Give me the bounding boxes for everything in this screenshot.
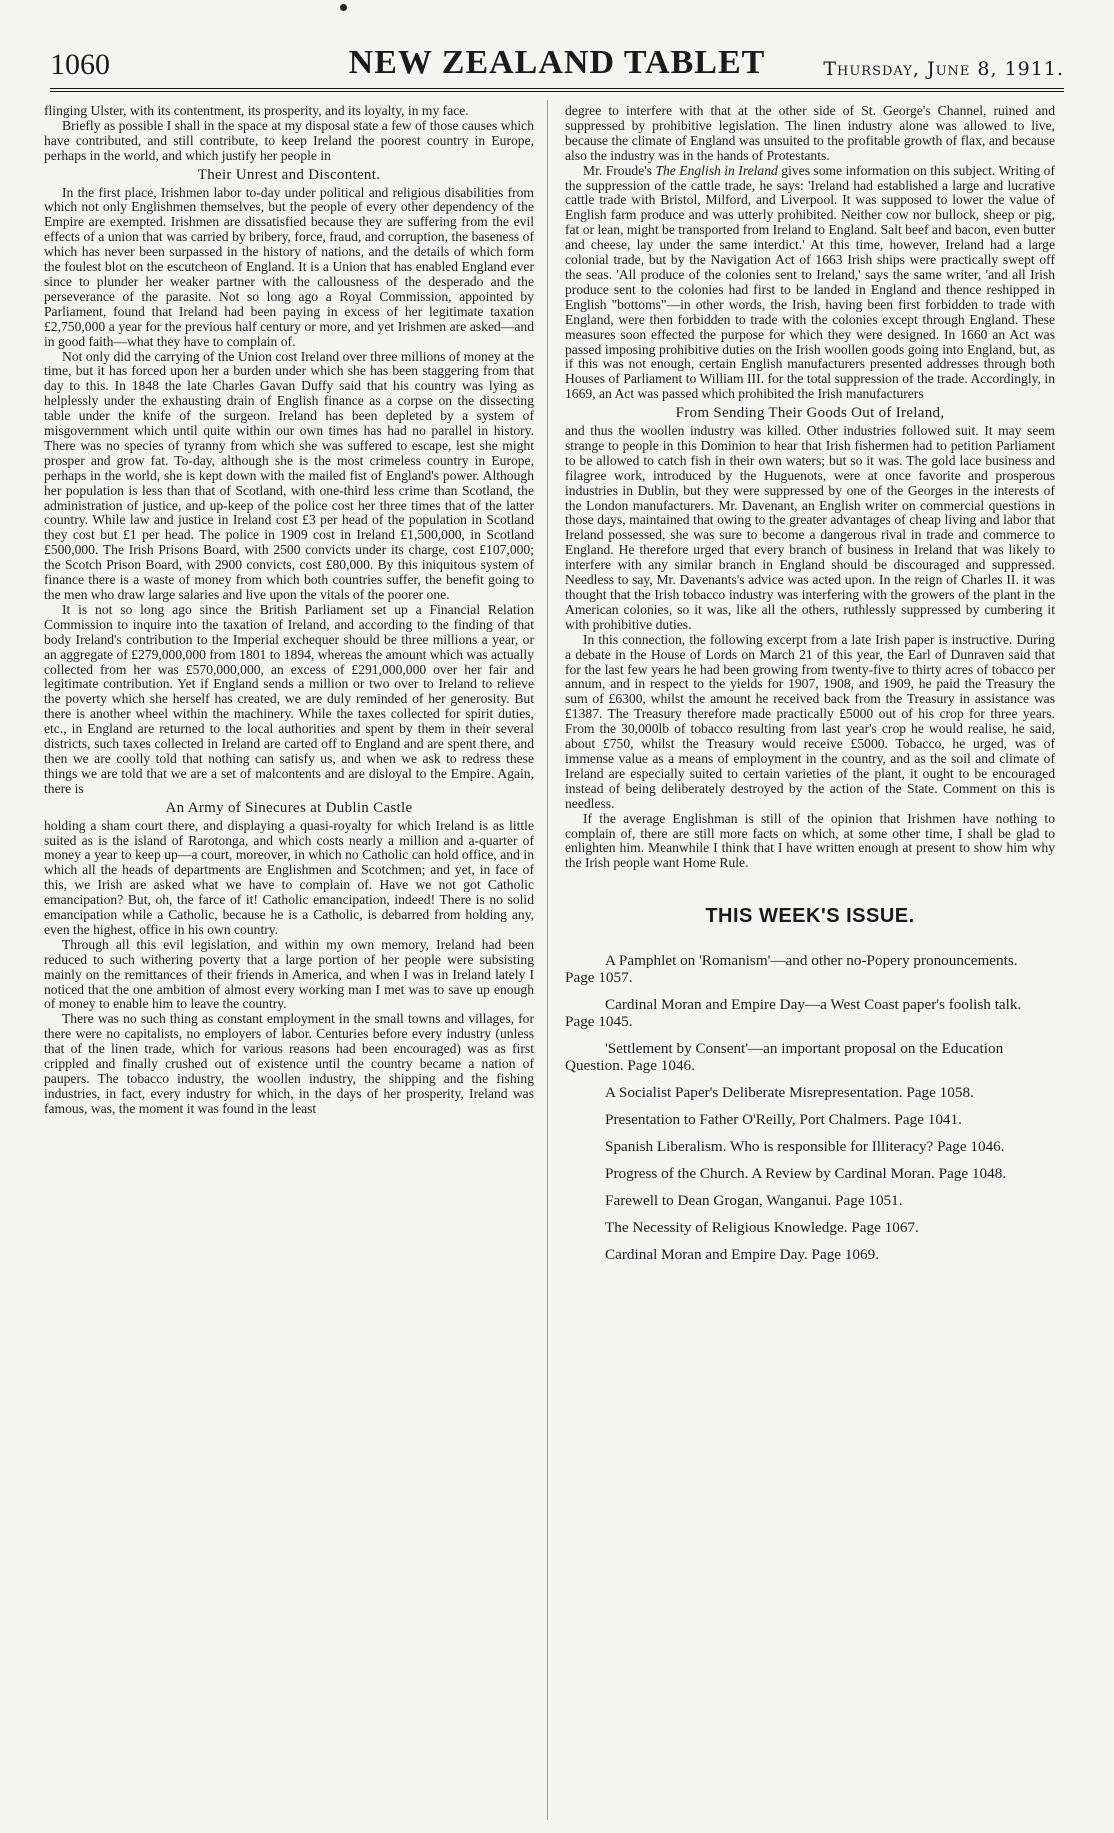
issue-item: Spanish Liberalism. Who is responsible for Illiteracy? Page 1046. xyxy=(605,1138,1005,1156)
paragraph: Briefly as possible I shall in the space at my disposal state a few of those causes which have contributed, and still contribute, to keep Ireland the poorest country in Europe, perhaps in the world, and which justify her people in xyxy=(44,117,534,163)
paragraph: In this connection, the following excerpt from a late Irish paper is instructive. During a debate in the House of Lords on March 21 of this year, the Earl of Dunraven said that for the last few years he had been growing from twenty-five to thirty acres of tobacco per annum, and in respect to the yields for 1907, 1908, and 1909, he paid the Treasury the sum of £6300, whilst the amount he received back from the Treasury in assistance was £1387. The Treasury therefore made practically £5000 out of his crop for three years. From the 30,000lb of tobacco resulting from last year's crop he would realise, he said, about £750, whilst the Treasury would receive £5000. Tobacco, he urged, was of immense value as a means of employment in the country, and as the soil and climate of Ireland are especially suited to certain varieties of the plant, it ought to be encouraged instead of being deliberately destroyed by the action of the State. Comment on this is needless. xyxy=(565,631,1055,811)
page-number: 1060 xyxy=(50,48,110,81)
right-column xyxy=(565,104,1055,1814)
masthead-title: NEW ZEALAND TABLET xyxy=(348,44,766,81)
issue-item: Progress of the Church. A Review by Cardinal Moran. Page 1048. xyxy=(605,1165,1007,1183)
paragraph: There was no such thing as constant employment in the small towns and villages, for there were no capitalists, no employers of labor. Centuries before every industry (unless that of the linen trade, which for various reasons had been encouraged) was as first crippled and finally crushed out of existence until the country became a nation of paupers. The tobacco industry, the woollen industry, the shipping and the fishing industries, in fact, every industry for which, in the days of her prosperity, Ireland was famous, was, the moment it was found in the least xyxy=(44,1011,534,1116)
paragraph: degree to interfere with that at the other side of St. George's Channel, ruined and suppressed by prohibitive legislation. The linen industry alone was allowed to live, because the climate of England was unsuited to the profitable growth of flax, and because also the industry was in the hands of Protestants. xyxy=(565,104,1055,163)
issue-item: Cardinal Moran and Empire Day—a West Coast paper's foolish talk. Page 1045. xyxy=(565,996,1022,1031)
paragraph: Through all this evil legislation, and within my own memory, Ireland had been reduced to such withering poverty that a large portion of her people were subsisting mainly on the remittances of their friends in America, and when I was in Ireland lately I noticed that the one ambition of almost every working man I met was to save up enough of money to enable him to leave the country. xyxy=(44,936,534,1012)
this-weeks-issue xyxy=(565,905,1055,1264)
book-title: The English in Ireland xyxy=(655,162,778,178)
issue-item: Presentation to Father O'Reilly, Port Chalmers. Page 1041. xyxy=(605,1111,962,1129)
section-heading: From Sending Their Goods Out of Ireland, xyxy=(675,405,945,422)
left-column xyxy=(44,104,534,1814)
issue-item: A Socialist Paper's Deliberate Misrepresentation. Page 1058. xyxy=(605,1084,974,1102)
issue-item: 'Settlement by Consent'—an important proposal on the Education Question. Page 1046. xyxy=(565,1040,1004,1075)
paragraph: It is not so long ago since the British Parliament set up a Financial Relation Commission to inquire into the taxation of Ireland, and according to the finding of that body Ireland's contribution to the Imperial exchequer should be three millions a year, or an aggregate of £279,000,000 from 1801 to 1894, whereas the amount which was actually collected from her was £570,000,000, an excess of £291,000,000 over her fair and legitimate contribution. Yet if England sends a million or two over to Ireland to relieve the poverty which she herself has created, we are duly reminded of her generosity. But there is another wheel within the machinery. While the taxes collected for spirit duties, etc., in England are returned to the local authorities and spent by them in their several districts, such taxes collected in Ireland are carted off to England and are spent there, and then we are coolly told that nothing can satisfy us, and when we ask to redress these things we are told that we are a set of malcontents and are disloyal to the Empire. Again, there is xyxy=(44,601,534,796)
paragraph: flinging Ulster, with its contentment, its prosperity, and its loyalty, in my face. xyxy=(44,104,469,118)
paragraph: holding a sham court there, and displaying a quasi-royalty for which Ireland is as little suited as is the island of Rarotonga, and which costs nearly a million and a-quarter of money a year to keep up—a court, moreover, in which no Catholic can hold office, and in which all the heads of departments are Englishmen and Scotchmen; and yet, in face of this, we Irish are asked what we have to complain of. Have we not got Catholic emancipation? But, oh, the farce of it! Catholic emancipation, indeed! There is no solid emancipation while a Catholic, because he is a Catholic, is debarred from holding any, even the highest, office in his own country. xyxy=(44,817,534,937)
paragraph: If the average Englishman is still of the opinion that Irishmen have nothing to complain of, there are still more facts on which, at some other time, I shall be glad to enlighten him. Meanwhile I think that I have written enough at present to show him why the Irish people want Home Rule. xyxy=(565,810,1055,871)
paragraph: In the first place, Irishmen labor to-day under political and religious disabilities from which not only Englishmen themselves, but the people of every other dependency of the Empire are exempted. Irishmen are dissatisfied because they are suffering from the evil effects of a union that was carried by bribery, force, fraud, and corruption, the baseness of which has never been surpassed in the history of nations, and the details of which form the foulest blot on the escutcheon of England. It is a Union that has enabled England ever since to plunder her weaker partner with the callousness of the desperado and the perseverance of the parasite. Not so long ago a Royal Commission, appointed by Parliament, found that Ireland had been paying in excess of her legitimate taxation £2,750,000 a year for the previous half century or more, and yet Irishmen are asked—and in good faith—what they have to complain of. xyxy=(44,184,534,349)
issue-item: A Pamphlet on 'Romanism'—and other no-Popery pronouncements. Page 1057. xyxy=(565,952,1018,987)
issue-item: Farewell to Dean Grogan, Wanganui. Page 1051. xyxy=(605,1192,903,1210)
issue-heading: THIS WEEK'S ISSUE. xyxy=(705,905,915,928)
paragraph-text: Mr. Froude's xyxy=(583,162,656,178)
paragraph: and thus the woollen industry was killed. Other industries followed suit. It may seem strange to people in this Dominion to hear that Irish fishermen had to petition Parliament to be allowed to catch fish in their own waters; but so it was. The gold lace business and filagree work, introduced by the Huguenots, were at once favorite and prosperous industries in Dublin, but they were suppressed by one of the Georges in the interests of the London manufacturers. Mr. Davenant, an English writer on commercial questions in those days, maintained that owing to the greater advantages of cheap living and labor that Ireland possessed, she was sure to become a dangerous rival in trade and commerce to England. He therefore urged that every branch of business in Ireland that was likely to interfere with any similar branch in England should be discouraged and suppressed. Needless to say, Mr. Davenants's advice was acted upon. In the reign of Charles II. it was thought that the Irish tobacco industry was interfering with the growers of the plant in the American colonies, so it was, like all the others, ruthlessly suppressed by cumbering it with prohibitive duties. xyxy=(565,423,1055,632)
ink-dot xyxy=(340,4,347,11)
section-heading: Their Unrest and Discontent. xyxy=(197,166,381,183)
issue-item: Cardinal Moran and Empire Day. Page 1069. xyxy=(605,1246,880,1264)
issue-date: Thursday, June 8, 1911. xyxy=(823,58,1064,80)
page-header xyxy=(50,30,1064,92)
issue-item: The Necessity of Religious Knowledge. Page 1067. xyxy=(605,1219,919,1237)
paragraph-text: gives some information on this subject. Writing of the suppression of the cattle trade, he says: 'Ireland had established a large and lucrative cattle trade with Bristol, Milford, and Liverpool. It was supposed to lower the value of English farm produce and was utterly prohibited. Neither cow nor bullock, sheep or pig, fat or lean, might be transported from Ireland to England. Salt beef and bacon, even butter and cheese, lay under the same interdict.' At this time, however, Ireland had a large colonial trade, but by the Navigation Act of 1663 Irish ships were practically swept off the seas. 'All produce of the colonies sent to Ireland,' says the same writer, 'and all Irish produce sent to the colonies had first to be landed in England and thence reshipped in English "bottoms"—in other words, the Irish, having been first forbidden to trade with England, were then forbidden to trade with the colonies except through England. These measures soon effected the purpose for which they were designed. In 1660 an Act was passed imposing prohibitive duties on the Irish woollen goods going into England, but, as if this was not enough, certain English manufacturers presented addresses through both Houses of Parliament to William III. for the total suppression of the trade. Accordingly, in 1669, an Act was passed which prohibited the Irish manufacturers xyxy=(565,162,1055,402)
paragraph: Not only did the carrying of the Union cost Ireland over three millions of money at the time, but it has forced upon her a burden under which she has been staggering from that day to this. In 1848 the late Charles Gavan Duffy said that his country was lying as helplessly under the exhausting drain of English finance as a corpse on the dissecting table under the knife of the surgeon. Ireland has been depleted by a system of misgovernment which until quite within our own times has had no parallel in history. There was no species of tyranny from which she was suffered to escape, lest she might prosper and grow fat. To-day, although she is the most crimeless country in Europe, perhaps in the world, she is kept down with the mailed fist of England's power. Although her population is less than that of Scotland, with one-third less crime than Scotland, the administration of justice, and up-keep of the police cost her three times that of the latter country. While law and justice in Ireland cost £3 per head of the population in Scotland they cost but £1 per head. The police in 1909 cost in Ireland £1,500,000, in Scotland £500,000. The Irish Prisons Board, with 2500 convicts under its charge, cost £107,000; the Scotch Prison Board, with 2900 convicts, cost £80,000. By this iniquitous system of finance there is a waste of money from which both countries suffer, the benefit going to the men who draw large salaries and live upon the vitals of the poorer one. xyxy=(44,348,534,602)
column-divider xyxy=(547,100,548,1820)
section-heading: An Army of Sinecures at Dublin Castle xyxy=(165,799,413,816)
paragraph xyxy=(565,164,1055,403)
